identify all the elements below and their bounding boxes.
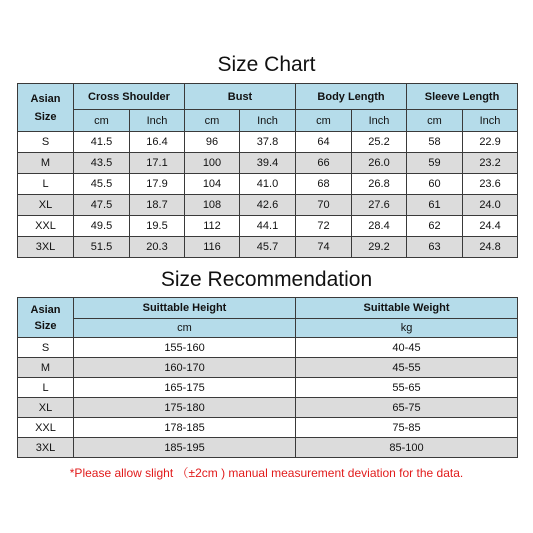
size-cell: L [18, 378, 74, 398]
value-cell: 27.6 [352, 195, 407, 216]
value-cell: 66 [296, 153, 352, 174]
value-cell: 45.7 [240, 237, 296, 258]
asian-size-header-line2: Size [34, 110, 57, 123]
weight-cell: 55-65 [296, 378, 518, 398]
measurement-deviation-note: *Please allow slight （±2cm ) manual measurement deviation for the data. [69, 466, 464, 480]
value-cell: 70 [296, 195, 352, 216]
table-row [18, 438, 518, 458]
weight-cell: 40-45 [296, 338, 518, 358]
size-recommendation-table [17, 297, 518, 458]
unit-inch-header: Inch [130, 110, 185, 132]
value-cell: 49.5 [74, 216, 130, 237]
weight-cell: 75-85 [296, 418, 518, 438]
height-unit-header: cm [74, 319, 296, 338]
value-cell: 63 [407, 237, 463, 258]
suitable-height-header: Suittable Height [74, 298, 296, 319]
table-row [18, 174, 518, 195]
weight-cell: 45-55 [296, 358, 518, 378]
value-cell: 68 [296, 174, 352, 195]
height-cell: 160-170 [74, 358, 296, 378]
value-cell: 28.4 [352, 216, 407, 237]
value-cell: 47.5 [74, 195, 130, 216]
value-cell: 29.2 [352, 237, 407, 258]
value-cell: 64 [296, 132, 352, 153]
size-cell: XXL [18, 418, 74, 438]
size-chart-table [17, 83, 518, 258]
weight-cell: 65-75 [296, 398, 518, 418]
value-cell: 24.0 [463, 195, 518, 216]
value-cell: 58 [407, 132, 463, 153]
table-row [18, 195, 518, 216]
value-cell: 18.7 [130, 195, 185, 216]
value-cell: 25.2 [352, 132, 407, 153]
value-cell: 37.8 [240, 132, 296, 153]
table-row [18, 418, 518, 438]
weight-unit-header: kg [296, 319, 518, 338]
value-cell: 23.2 [463, 153, 518, 174]
weight-cell: 85-100 [296, 438, 518, 458]
value-cell: 26.8 [352, 174, 407, 195]
table-row [18, 378, 518, 398]
value-cell: 26.0 [352, 153, 407, 174]
value-cell: 17.1 [130, 153, 185, 174]
table-row [18, 358, 518, 378]
value-cell: 41.5 [74, 132, 130, 153]
size-cell: S [18, 338, 74, 358]
height-cell: 178-185 [74, 418, 296, 438]
value-cell: 60 [407, 174, 463, 195]
height-cell: 175-180 [74, 398, 296, 418]
table-row [18, 398, 518, 418]
height-cell: 155-160 [74, 338, 296, 358]
sleeve-length-header: Sleeve Length [407, 84, 518, 110]
size-cell: M [18, 358, 74, 378]
size-cell: 3XL [18, 438, 74, 458]
asian-size-header [18, 298, 74, 338]
size-recommendation-title: Size Recommendation [160, 268, 373, 291]
value-cell: 74 [296, 237, 352, 258]
value-cell: 61 [407, 195, 463, 216]
value-cell: 42.6 [240, 195, 296, 216]
value-cell: 51.5 [74, 237, 130, 258]
unit-cm-header: cm [185, 110, 240, 132]
value-cell: 39.4 [240, 153, 296, 174]
size-cell: XXL [18, 216, 74, 237]
value-cell: 16.4 [130, 132, 185, 153]
table-row [18, 237, 518, 258]
value-cell: 17.9 [130, 174, 185, 195]
value-cell: 100 [185, 153, 240, 174]
cross-shoulder-header: Cross Shoulder [74, 84, 185, 110]
size-cell: M [18, 153, 74, 174]
value-cell: 112 [185, 216, 240, 237]
size-cell: L [18, 174, 74, 195]
size-cell: XL [18, 398, 74, 418]
value-cell: 108 [185, 195, 240, 216]
value-cell: 24.8 [463, 237, 518, 258]
unit-inch-header: Inch [240, 110, 296, 132]
asian-size-header-line1: Asian [30, 92, 61, 105]
value-cell: 116 [185, 237, 240, 258]
value-cell: 22.9 [463, 132, 518, 153]
value-cell: 24.4 [463, 216, 518, 237]
size-cell: S [18, 132, 74, 153]
size-cell: 3XL [18, 237, 74, 258]
asian-size-header-line1: Asian [30, 303, 61, 316]
unit-inch-header: Inch [463, 110, 518, 132]
size-chart-title: Size Chart [217, 53, 316, 76]
table-row [18, 132, 518, 153]
value-cell: 19.5 [130, 216, 185, 237]
unit-cm-header: cm [407, 110, 463, 132]
table-row [18, 338, 518, 358]
unit-cm-header: cm [296, 110, 352, 132]
value-cell: 44.1 [240, 216, 296, 237]
value-cell: 23.6 [463, 174, 518, 195]
value-cell: 20.3 [130, 237, 185, 258]
value-cell: 45.5 [74, 174, 130, 195]
unit-inch-header: Inch [352, 110, 407, 132]
table-row [18, 153, 518, 174]
asian-size-header-line2: Size [34, 319, 57, 332]
table-row [18, 216, 518, 237]
value-cell: 72 [296, 216, 352, 237]
body-length-header: Body Length [296, 84, 407, 110]
bust-header: Bust [185, 84, 296, 110]
value-cell: 96 [185, 132, 240, 153]
unit-cm-header: cm [74, 110, 130, 132]
height-cell: 185-195 [74, 438, 296, 458]
value-cell: 62 [407, 216, 463, 237]
size-cell: XL [18, 195, 74, 216]
height-cell: 165-175 [74, 378, 296, 398]
value-cell: 43.5 [74, 153, 130, 174]
suitable-weight-header: Suittable Weight [296, 298, 518, 319]
value-cell: 41.0 [240, 174, 296, 195]
value-cell: 59 [407, 153, 463, 174]
value-cell: 104 [185, 174, 240, 195]
asian-size-header [18, 84, 74, 132]
